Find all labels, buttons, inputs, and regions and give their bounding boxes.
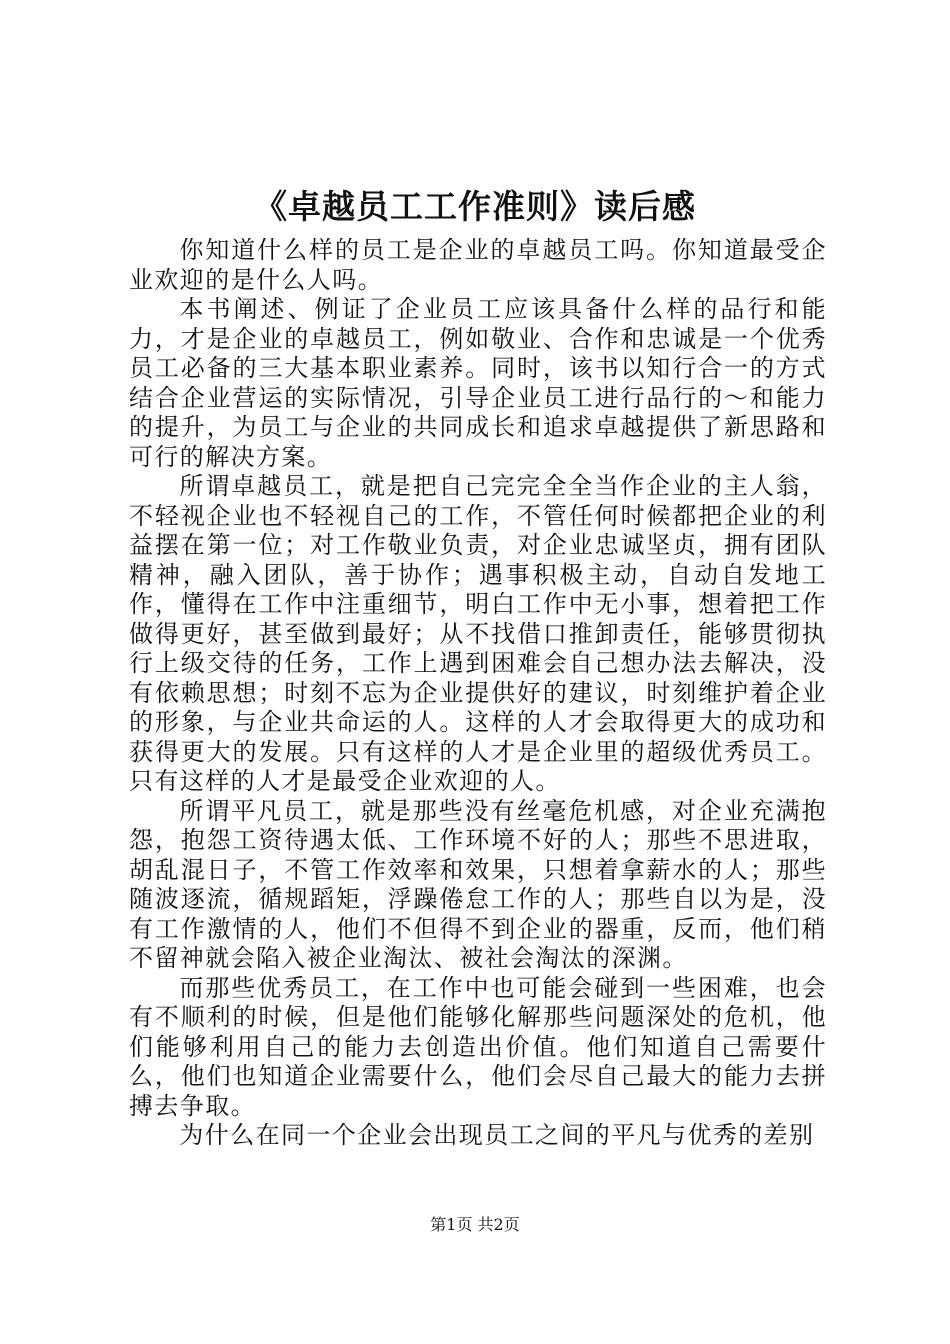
- paragraph: 所谓卓越员工，就是把自己完完全全当作企业的主人翁，不轻视企业也不轻视自己的工作，不管任何时候都把企业的利益摆在第一位；对工作敬业负责，对企业忠诚坚贞，拥有团队精神，融入团队，善于协作；遇事积极主动，自动自发地工作，懂得在工作中注重细节，明白工作中无小事，想着把工作做得更好，甚至做到最好；从不找借口推卸责任，能够贯彻执行上级交待的任务，工作上遇到困难会自己想办法去解决，没有依赖思想；时刻不忘为企业提供好的建议，时刻维护着企业的形象，与企业共命运的人。这样的人才会取得更大的成功和获得更大的发展。只有这样的人才是企业里的超级优秀员工。只有这样的人才是最受企业欢迎的人。: [129, 472, 827, 795]
- document-title: 《卓越员工工作准则》读后感: [254, 187, 696, 226]
- paragraph: 为什么在同一个企业会出现员工之间的平凡与优秀的差别: [179, 1121, 815, 1149]
- page-footer: 第1页 共2页: [430, 1215, 520, 1234]
- paragraph: 你知道什么样的员工是企业的卓越员工吗。你知道最受企业欢迎的是什么人吗。: [129, 236, 827, 294]
- paragraph: 而那些优秀员工，在工作中也可能会碰到一些困难，也会有不顺利的时候，但是他们能够化解那些问题深处的危机，他们能够利用自己的能力去创造出价值。他们知道自己需要什么，他们也知道企业需要什么，他们会尽自己最大的能力去拼搏去争取。: [129, 973, 827, 1120]
- paragraph: 本书阐述、例证了企业员工应该具备什么样的品行和能力，才是企业的卓越员工，例如敬业、合作和忠诚是一个优秀员工必备的三大基本职业素养。同时，该书以知行合一的方式结合企业营运的实际情况，引导企业员工进行品行的～和能力的提升，为员工与企业的共同成长和追求卓越提供了新思路和可行的解决方案。: [129, 295, 827, 471]
- paragraph: 所谓平凡员工，就是那些没有丝毫危机感，对企业充满抱怨，抱怨工资待遇太低、工作环境不好的人；那些不思进取，胡乱混日子，不管工作效率和效果，只想着拿薪水的人；那些随波逐流，循规蹈矩，浮躁倦怠工作的人；那些自以为是，没有工作激情的人，他们不但得不到企业的器重，反而，他们稍不留神就会陷入被企业淘汰、被社会淘汰的深渊。: [129, 796, 827, 972]
- document-body: [129, 236, 827, 1151]
